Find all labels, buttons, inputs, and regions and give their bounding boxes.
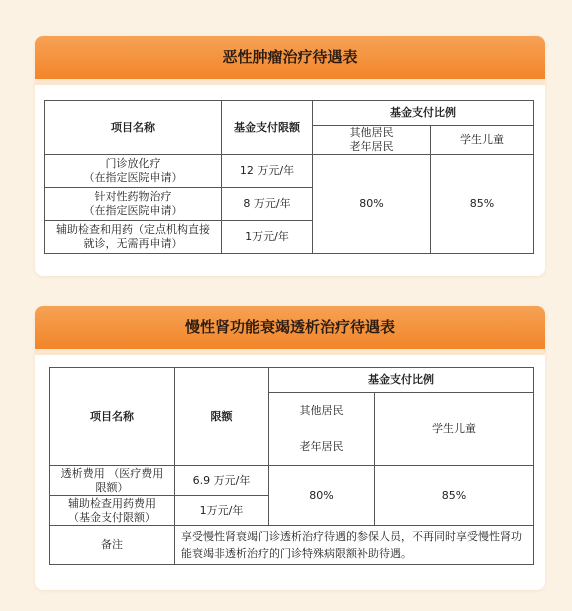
header-other-residents-line1: 其他居民 — [299, 404, 344, 417]
ratio-other-residents: 80% — [313, 155, 431, 254]
note-text: 享受慢性肾衰竭门诊透析治疗待遇的参保人员，不再同时享受慢性肾功能衰竭非透析治疗的门诊特殊病限额补助待遇。 — [175, 526, 534, 565]
table-row — [45, 155, 534, 188]
dialysis-treatment-card — [35, 306, 545, 590]
row-item-name: 门诊放化疗 （在指定医院申请） — [45, 155, 222, 188]
header-other-residents-line2: 老年居民 — [299, 440, 344, 453]
table-row — [50, 466, 534, 496]
tumor-card-title: 恶性肿瘤治疗待遇表 — [222, 48, 358, 66]
row-item-name: 针对性药物治疗 （在指定医院申请） — [45, 188, 222, 221]
row-limit: 1万元/年 — [175, 496, 269, 526]
row-limit: 6.9 万元/年 — [175, 466, 269, 496]
tumor-benefit-table — [44, 100, 534, 254]
row-limit: 8 万元/年 — [222, 188, 313, 221]
header-item-name: 项目名称 — [45, 101, 222, 155]
header-students: 学生儿童 — [375, 393, 534, 466]
header-limit: 基金支付限额 — [222, 101, 313, 155]
ratio-students: 85% — [375, 466, 534, 526]
ratio-other-residents: 80% — [269, 466, 375, 526]
row-limit: 12 万元/年 — [222, 155, 313, 188]
header-payment-ratio: 基金支付比例 — [313, 101, 534, 126]
header-students: 学生儿童 — [431, 126, 534, 155]
table-row — [50, 526, 534, 565]
dialysis-benefit-table — [49, 367, 534, 565]
note-label: 备注 — [50, 526, 175, 565]
row-limit: 1万元/年 — [222, 221, 313, 254]
tumor-treatment-card — [35, 36, 545, 276]
header-other-residents — [269, 393, 375, 466]
header-item-name: 项目名称 — [50, 368, 175, 466]
row-item-name: 辅助检查用药费用 （基金支付限额） — [50, 496, 175, 526]
header-other-residents: 其他居民 老年居民 — [313, 126, 431, 155]
header-payment-ratio: 基金支付比例 — [269, 368, 534, 393]
header-limit: 限额 — [175, 368, 269, 466]
row-item-name: 辅助检查和用药（定点机构直接 就诊，无需再申请） — [45, 221, 222, 254]
ratio-students: 85% — [431, 155, 534, 254]
dialysis-card-title: 慢性肾功能衰竭透析治疗待遇表 — [184, 318, 395, 336]
row-item-name: 透析费用 （医疗费用 限额） — [50, 466, 175, 496]
